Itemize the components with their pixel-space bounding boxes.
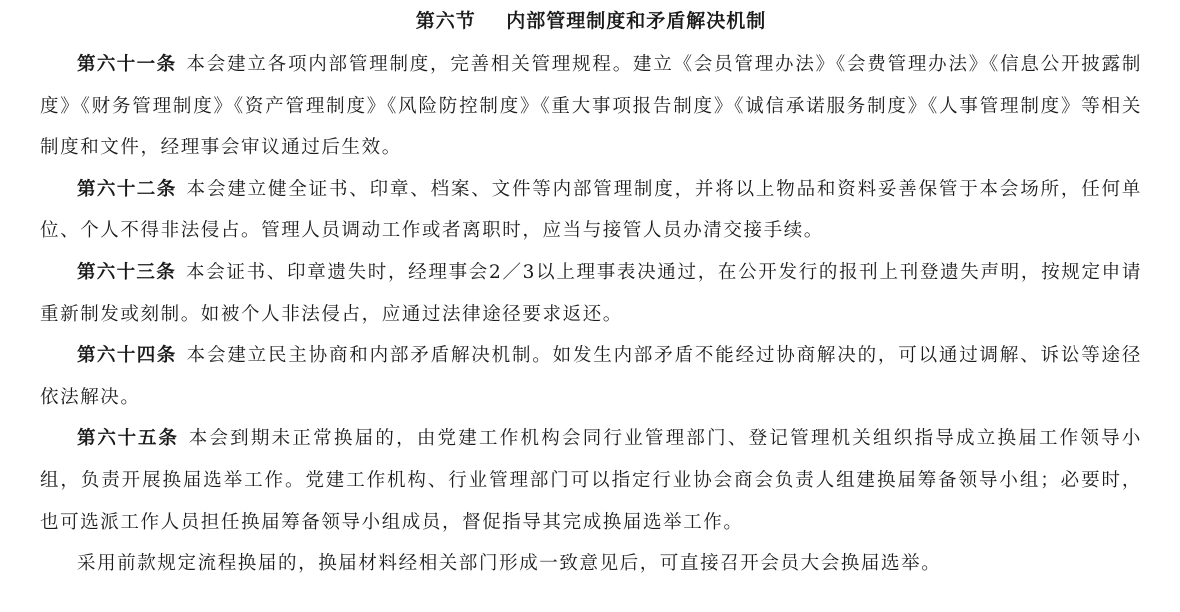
- article-65: [40, 418, 1142, 543]
- article-text: 本会建立各项内部管理制度，完善相关管理规程。建立《会员管理办法》《会费管理办法》《信息公开披露制度》《财务管理制度》《资产管理制度》《风险防控制度》《重大事项报告制度》《诚信承诺服务制度》《人事管理制度》等相关制度和文件，经理事会审议通过后生效。: [40, 54, 1142, 159]
- article-62: [40, 169, 1142, 252]
- article-number: 第六十四条: [77, 345, 177, 367]
- article-number: 第六十三条: [77, 261, 176, 283]
- article-64: [40, 335, 1142, 418]
- article-text: 本会证书、印章遗失时，经理事会2／3以上理事表决通过，在公开发行的报刊上刊登遗失声明，按规定申请重新制发或刻制。如被个人非法侵占，应通过法律途径要求返还。: [40, 261, 1142, 325]
- article-number: 第六十一条: [77, 54, 177, 75]
- article-text: 本会到期未正常换届的，由党建工作机构会同行业管理部门、登记管理机关组织指导成立换届工作领导小组，负责开展换届选举工作。党建工作机构、行业管理部门可以指定行业协会商会负责人组建换届筹备领导小组；必要时，也可选派工作人员担任换届筹备领导小组成员，督促指导其完成换届选举工作。: [40, 428, 1142, 533]
- article-number: 第六十五条: [77, 428, 179, 450]
- article-61: [40, 44, 1142, 169]
- closing-paragraph: 采用前款规定流程换届的，换届材料经相关部门形成一致意见后，可直接召开会员大会换届选举。: [77, 553, 942, 575]
- article-63: [40, 252, 1142, 335]
- section-title: 第六节 内部管理制度和矛盾解决机制: [415, 10, 767, 32]
- article-text: 本会建立健全证书、印章、档案、文件等内部管理制度，并将以上物品和资料妥善保管于本会场所，任何单位、个人不得非法侵占。管理人员调动工作或者离职时，应当与接管人员办清交接手续。: [40, 178, 1142, 242]
- article-text: 本会建立民主协商和内部矛盾解决机制。如发生内部矛盾不能经过协商解决的，可以通过调解、诉讼等途径依法解决。: [40, 345, 1142, 408]
- article-number: 第六十二条: [77, 178, 177, 200]
